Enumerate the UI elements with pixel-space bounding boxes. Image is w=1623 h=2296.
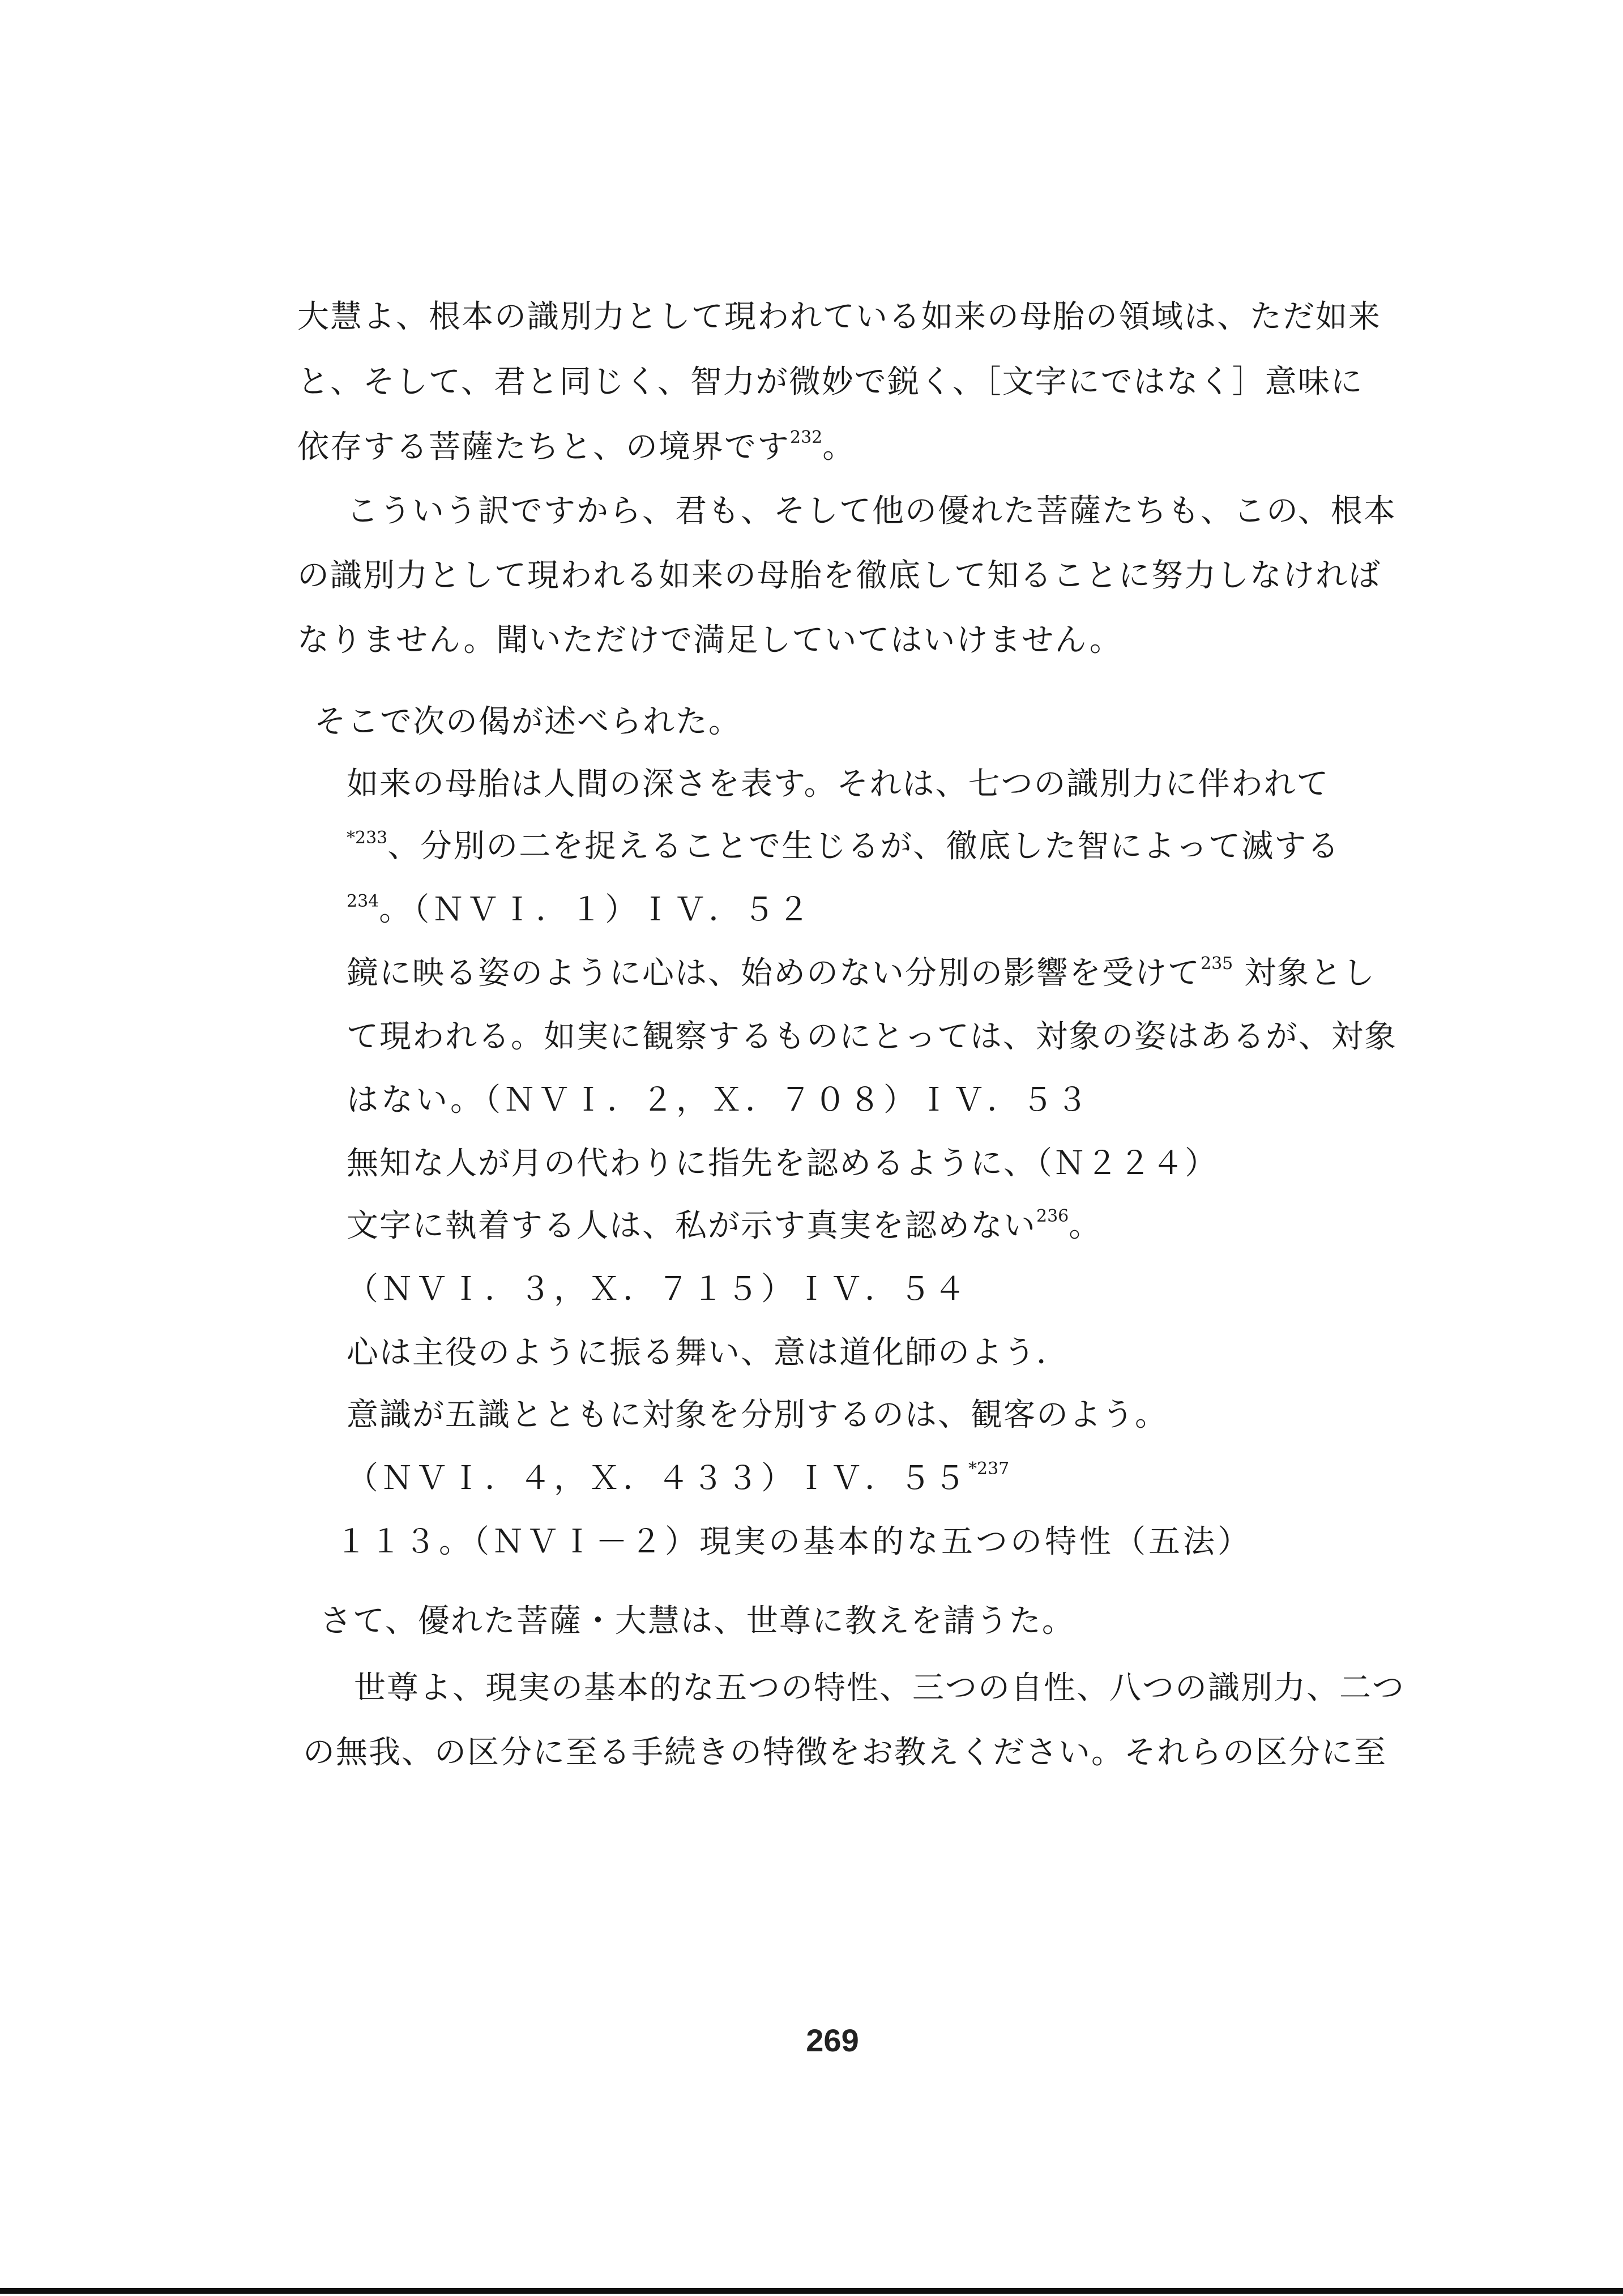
- verse-1-line-2: [347, 827, 1340, 872]
- paragraph-1-line-3: [297, 428, 855, 467]
- footnote-ref-232: 232: [790, 428, 823, 447]
- footnote-ref-233: *233: [347, 828, 388, 848]
- verse-2-line-1-end: 対象とし: [1233, 955, 1376, 992]
- paragraph-1-line-3-end: 。: [822, 429, 856, 466]
- verse-3-line-2-end: 。: [1069, 1207, 1102, 1244]
- paragraph-3-line-1: さて、優れた菩薩・大慧は、世尊に教えを請うた。: [320, 1603, 1075, 1640]
- paragraph-2-line-1: こういう訳ですから、君も、そして他の優れた菩薩たちも、この、根本: [347, 493, 1396, 530]
- verse-4-line-2: 意識が五識とともに対象を分別するのは、観客のよう。: [347, 1397, 1168, 1433]
- paragraph-2-line-2: の識別力として現われる如来の母胎を徹底して知ることに努力しなければ: [297, 557, 1381, 594]
- verse-intro: そこで次の偈が述べられた。: [314, 703, 741, 740]
- paragraph-1-line-2: と、そして、君と同じく、智力が微妙で鋭く、［文字にではなく］意味に: [297, 364, 1364, 400]
- verse-2-line-2: て現われる。如実に観察するものにとっては、対象の姿はあるが、対象: [347, 1018, 1397, 1055]
- paragraph-2-line-3: なりません。聞いただけで満足していてはいけません。: [297, 622, 1122, 659]
- bottom-scan-edge: [0, 2288, 1623, 2294]
- verse-3-line-3: （ＮＶＩ．３，Ｘ．７１５）ＩＶ．５４: [347, 1271, 968, 1308]
- verse-1-line-3-text: 。（ＮＶＩ．１）ＩＶ．５２: [379, 891, 813, 928]
- verse-2-line-1-text: 鏡に映る姿のように心は、始めのない分別の影響を受けて: [347, 955, 1201, 992]
- paragraph-1-line-1: 大慧よ、根本の識別力として現われている如来の母胎の領域は、ただ如来: [297, 298, 1381, 335]
- verse-4-line-1: 心は主役のように振る舞い、意は道化師のよう．: [347, 1334, 1069, 1371]
- verse-1-line-1: 如来の母胎は人間の深さを表す。それは、七つの識別力に伴われて: [347, 766, 1330, 803]
- section-heading: １１３。（ＮＶＩ－２）現実の基本的な五つの特性（五法）: [335, 1523, 1252, 1560]
- verse-4-line-3-text: （ＮＶＩ．４，Ｘ．４３３）ＩＶ．５５: [347, 1460, 968, 1497]
- verse-2-line-1: [347, 954, 1376, 993]
- footnote-ref-236: 236: [1036, 1206, 1069, 1226]
- verse-1-line-2-text: 、分別の二を捉えることで生じるが、徹底した智によって滅する: [387, 828, 1340, 865]
- verse-4-line-3: [347, 1459, 1009, 1499]
- paragraph-1-line-3-text: 依存する菩薩たちと、の境界です: [297, 429, 790, 466]
- page-number: 269: [806, 2022, 859, 2058]
- verse-2-line-3: はない。（ＮＶＩ．２，Ｘ．７０８）ＩＶ．５３: [347, 1082, 1091, 1119]
- footnote-ref-235: 235: [1201, 954, 1233, 974]
- verse-3-line-2-text: 文字に執着する人は、私が示す真実を認めない: [347, 1207, 1036, 1244]
- footnote-ref-234: 234: [347, 891, 379, 911]
- paragraph-4-line-2: の無我、の区分に至る手続きの特徴をお教えください。それらの区分に至: [303, 1734, 1387, 1771]
- footnote-ref-237: *237: [968, 1459, 1010, 1479]
- verse-3-line-2: [347, 1206, 1101, 1246]
- verse-3-line-1: 無知な人が月の代わりに指先を認めるように、（Ｎ２２４）: [347, 1145, 1218, 1182]
- paragraph-4-line-1: 世尊よ、現実の基本的な五つの特性、三つの自性、八つの識別力、二つ: [354, 1670, 1405, 1706]
- verse-1-line-3: [347, 890, 812, 935]
